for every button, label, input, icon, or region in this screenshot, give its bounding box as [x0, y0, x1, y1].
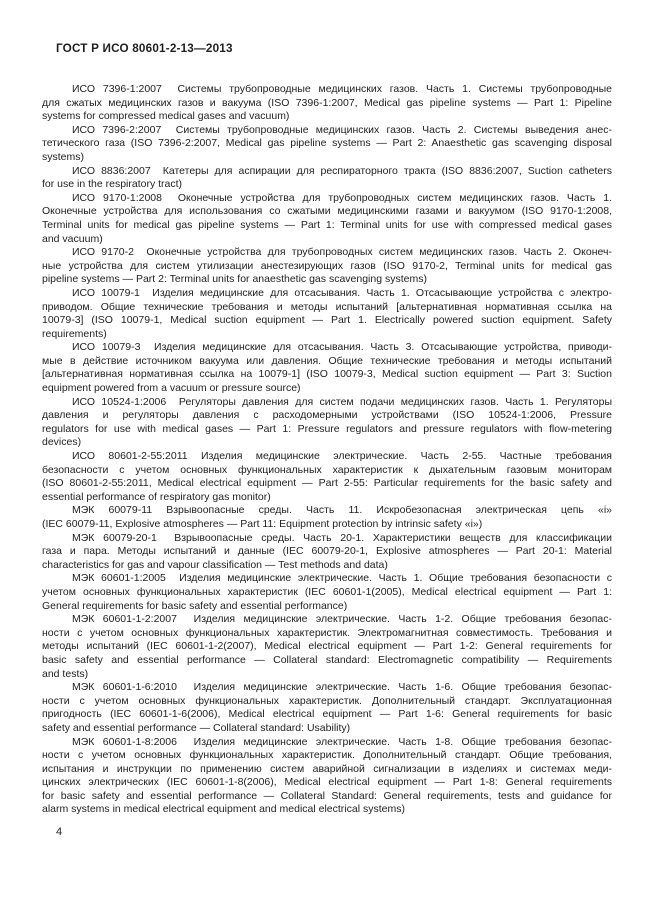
reference-line: pipeline systems — Part 2: Terminal units for anaesthetic gas scavenging systems) — [42, 273, 427, 286]
reference-line: ИСО 10079-1 Изделия медицинские для отсасывания. Часть 1. Отсасывающие устройства с электро- — [72, 286, 612, 299]
reference-line: ИСО 9170-2 Оконечные устройства для трубопроводных систем медицинских газов. Часть 2. Оконеч- — [72, 246, 612, 259]
reference-line: regulators for use with medical gases — Part 1: Pressure regulators and pressure regulators with flow-metering — [42, 422, 612, 435]
reference-line: приводом. Общие технические требования и методы испытаний [альтернативная нормативная ссылка на — [42, 300, 612, 313]
reference-line: ИСО 9170-1:2008 Оконечные устройства для трубопроводных систем медицинских газов. Часть 1. — [72, 191, 612, 204]
reference-entry — [42, 83, 612, 124]
reference-line: systems) — [42, 150, 84, 163]
reference-line: General requirements for basic safety and essential performance) — [42, 599, 348, 612]
reference-line: characteristics for gas and vapour classification — Test methods and data) — [42, 558, 388, 571]
reference-line: essential performance of respiratory gas monitor) — [42, 490, 271, 503]
reference-line: ИСО 10524-1:2006 Регуляторы давления для систем подачи медицинских газов. Часть 1. Регуляторы — [72, 395, 612, 408]
reference-entry — [42, 165, 612, 192]
reference-line: ИСО 7396-1:2007 Системы трубопроводные медицинских газов. Часть 1. Системы трубопроводные — [72, 83, 612, 95]
reference-line: Terminal units for medical gas pipeline systems — Part 1: Terminal units for use with compressed medical gases — [42, 218, 612, 231]
reference-line: devices) — [42, 436, 82, 449]
running-header: ГОСТ Р ИСО 80601-2-13—2013 — [56, 42, 233, 55]
reference-line: тетического газа (ISO 7396-2:2007, Medical gas pipeline systems — Part 2: Anaesthetic gas scavenging disposal — [42, 137, 612, 150]
reference-entry — [42, 124, 612, 165]
reference-line: Оконечные устройства для использования со сжатыми медицинскими газами и вакуумом (ISO 9170-1:2008, — [42, 205, 612, 218]
reference-entry — [42, 572, 612, 613]
reference-line: ности с учетом основных функциональных характеристик. Электромагнитная совместимость. Требования и — [42, 626, 612, 639]
reference-line: ИСО 80601-2-55:2011 Изделия медицинские электрические. Часть 2-55. Частные требования — [72, 450, 612, 463]
reference-line: ИСО 8836:2007 Катетеры для аспирации для респираторного тракта (ISO 8836:2007, Suction catheters — [72, 164, 612, 177]
reference-entry — [42, 504, 612, 531]
reference-line: basic safety and essential performance — Collateral standard: Electromagnetic compatibility — Requirements — [42, 653, 612, 666]
reference-line: for basic safety and essential performance — Collateral Standard: General requirements, tests and guidance for — [42, 789, 612, 802]
reference-line: (ISO 80601-2-55:2011, Medical electrical equipment — Part 2-55: Particular requirements for the basic safety and — [42, 477, 612, 490]
reference-line: ИСО 10079-3 Изделия медицинские для отсасывания. Часть 3. Отсасывающие устройства, приводи- — [72, 341, 612, 354]
reference-line: безопасности с учетом основных функциональных характеристик к дыхательным газовым мониторам — [42, 463, 612, 476]
reference-entry — [42, 396, 612, 450]
reference-line: systems for compressed medical gases and vacuum) — [42, 110, 290, 123]
reference-entry — [42, 532, 612, 573]
reference-line: equipment powered from a vacuum or pressure source) — [42, 382, 301, 395]
reference-line: ные устройства для систем утилизации анестезирующих газов (ISO 9170-2, Terminal units for medical gas — [42, 259, 612, 272]
reference-line: газа и пара. Методы испытаний и данные (IEC 60079-20-1, Explosive atmospheres — Part 20-1: Material — [42, 545, 612, 558]
reference-line: for use in the respiratory tract) — [42, 178, 183, 191]
reference-line: учетом основных функциональных характеристик (IEC 60601-1(2005), Medical electrical equipment — Part 1: — [42, 585, 612, 598]
page-number: 4 — [56, 826, 63, 838]
reference-entry — [42, 246, 612, 287]
references-list — [42, 83, 612, 817]
reference-line: alarm systems in medical electrical equipment and medical electrical systems) — [42, 803, 405, 816]
reference-entry — [42, 681, 612, 735]
reference-line: цинских электрических (IEC 60601-1-8(2006), Medical electrical equipment — Part 1-8: General requirements — [42, 776, 612, 789]
reference-line: [альтернативная нормативная ссылка на 10079-1] (ISO 10079-3, Medical suction equipment — Part 3: Suction — [42, 368, 612, 381]
reference-line: ности с учетом основных функциональных характеристик. Дополнительный стандарт. Эксплуатационная — [42, 694, 612, 707]
reference-line: and tests) — [42, 667, 89, 680]
reference-entry — [42, 736, 612, 818]
reference-entry — [42, 341, 612, 395]
reference-line: МЭК 60601-1:2005 Изделия медицинские электрические. Часть 1. Общие требования безопасности с — [72, 572, 612, 585]
reference-line: пригодность (IEC 60601-1-6(2006), Medical electrical equipment — Part 1-6: General requirements for basic — [42, 708, 612, 721]
reference-line: МЭК 60601-1-2:2007 Изделия медицинские электрические. Часть 1-2. Общие требования безопас- — [72, 613, 612, 626]
reference-line: requirements) — [42, 327, 107, 340]
reference-line: and vacuum) — [42, 232, 103, 245]
reference-line: (IEC 60079-11, Explosive atmospheres — Part 11: Equipment protection by intrinsic safety «i») — [42, 518, 483, 530]
reference-line: МЭК 60079-20-1 Взрывоопасные среды. Часть 20-1. Характеристики веществ для классификации — [72, 531, 612, 544]
reference-line: 10079-3] (ISO 10079-1, Medical suction equipment — Part 1. Electrically powered suction equipment. Safety — [42, 314, 612, 327]
reference-line: МЭК 60601-1-8:2006 Изделия медицинские электрические. Часть 1-8. Общие требования безопас- — [72, 735, 612, 748]
reference-line: для сжатых медицинских газов и вакуума (ISO 7396-1:2007, Medical gas pipeline systems — Part 1: Pipeline — [42, 96, 612, 109]
reference-line: давления и регуляторы давления с расходомерными устройствами (ISO 10524-1:2006, Pressure — [42, 409, 612, 422]
reference-entry — [42, 450, 612, 504]
reference-entry — [42, 613, 612, 681]
reference-line: МЭК 60601-1-6:2010 Изделия медицинские электрические. Часть 1-6. Общие требования безопас- — [72, 681, 612, 694]
reference-entry — [42, 192, 612, 246]
reference-line: мые в действие источником вакуума или давления. Общие технические требования и методы испытаний — [42, 354, 612, 367]
reference-line: safety and essential performance — Collateral standard: Usability) — [42, 721, 351, 734]
reference-line: ИСО 7396-2:2007 Системы трубопроводные медицинских газов. Часть 2. Системы выведения анес- — [72, 123, 612, 136]
reference-line: ности с учетом основных функциональных характеристик. Дополнительный стандарт. Общие требования, — [42, 749, 612, 762]
reference-line: МЭК 60079-11 Взрывоопасные среды. Часть 11. Искробезопасная электрическая цепь «i» — [72, 504, 612, 517]
reference-entry — [42, 287, 612, 341]
reference-line: испытания и инструкции по применению систем аварийной сигнализации в изделиях и системах меди- — [42, 762, 612, 775]
reference-line: методы испытаний (IEC 60601-1-2(2007), Medical electrical equipment — Part 1-2: General requirements for — [42, 640, 612, 653]
